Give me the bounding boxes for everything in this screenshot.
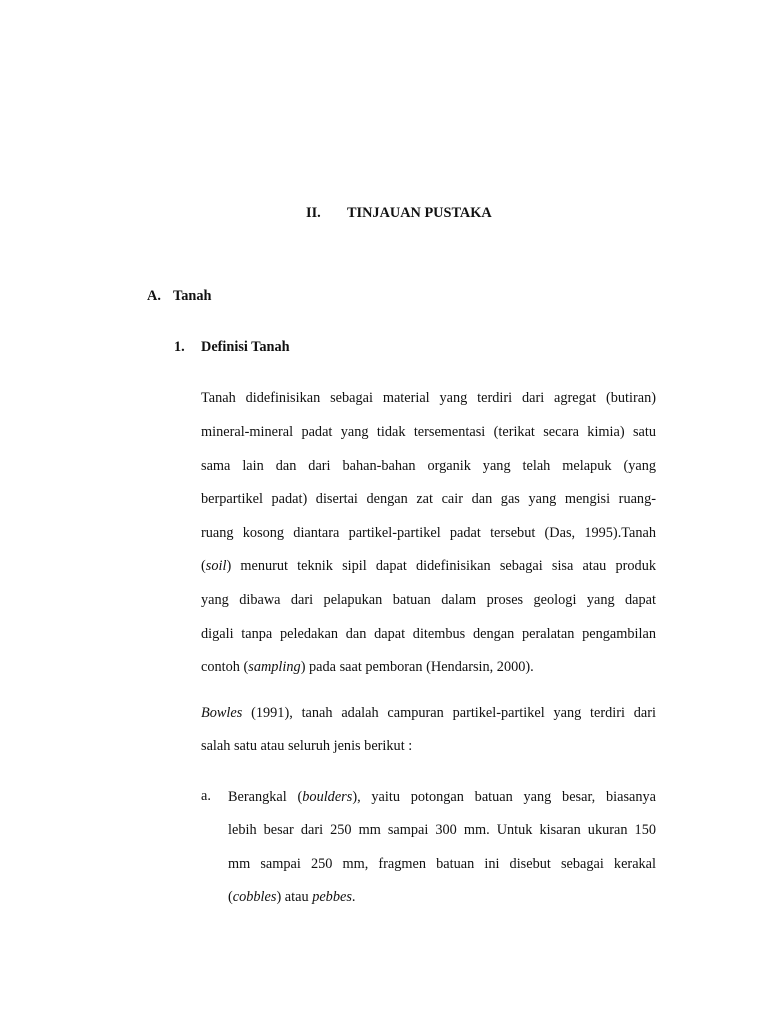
text-run: . xyxy=(351,889,356,905)
author-bowles: Bowles xyxy=(201,705,243,721)
section-title: Tanah xyxy=(173,288,212,304)
paragraph-line: berpartikel padat) disertai dengan zat cair dan gas yang mengisi ruang- xyxy=(201,491,656,507)
term-cobbles: cobbles xyxy=(232,889,277,905)
paragraph-line: salah satu atau seluruh jenis berikut : xyxy=(201,738,413,754)
subsection-number: 1. xyxy=(174,339,185,355)
term-soil: soil xyxy=(205,558,227,574)
subsection-title: Definisi Tanah xyxy=(201,339,290,355)
text-run: ) pada saat pemboran (Hendarsin, 2000). xyxy=(300,659,534,675)
chapter-title: TINJAUAN PUSTAKA xyxy=(347,205,492,221)
text-run: ( xyxy=(228,889,233,905)
text-run: (1991), tanah adalah campuran partikel-partikel yang terdiri dari xyxy=(242,705,656,721)
list-item-line: mm sampai 250 mm, fragmen batuan ini disebut sebagai kerakal xyxy=(228,856,656,872)
paragraph-line: digali tanpa peledakan dan dapat ditembus dengan peralatan pengambilan xyxy=(201,626,656,642)
paragraph-line: sama lain dan dari bahan-bahan organik yang telah melapuk (yang xyxy=(201,458,656,474)
list-item-line xyxy=(228,888,656,906)
section-letter: A. xyxy=(147,288,161,304)
text-run: ) atau xyxy=(276,889,313,905)
list-item-line: lebih besar dari 250 mm sampai 300 mm. Untuk kisaran ukuran 150 xyxy=(228,822,656,838)
list-item-line xyxy=(228,788,656,806)
text-run: contoh ( xyxy=(201,659,249,675)
term-pebbes: pebbes xyxy=(312,889,352,905)
paragraph-line xyxy=(201,704,656,722)
term-sampling: sampling xyxy=(248,659,301,675)
paragraph-line xyxy=(201,658,656,676)
text-run: Berangkal ( xyxy=(228,789,303,805)
term-boulders: boulders xyxy=(302,789,353,805)
paragraph-line: yang dibawa dari pelapukan batuan dalam proses geologi yang dapat xyxy=(201,592,656,608)
list-marker: a. xyxy=(201,788,211,804)
text-run: ( xyxy=(201,558,206,574)
paragraph-line: ruang kosong diantara partikel-partikel padat tersebut (Das, 1995).Tanah xyxy=(201,525,656,541)
paragraph-line: mineral-mineral padat yang tidak tersementasi (terikat secara kimia) satu xyxy=(201,424,656,440)
chapter-number: II. xyxy=(306,205,321,221)
paragraph-line: Tanah didefinisikan sebagai material yang terdiri dari agregat (butiran) xyxy=(201,390,656,406)
text-run: ), yaitu potongan batuan yang besar, biasanya xyxy=(352,789,656,805)
paragraph-line xyxy=(201,557,656,575)
text-run: ) menurut teknik sipil dapat didefinisikan sebagai sisa atau produk xyxy=(226,558,656,574)
